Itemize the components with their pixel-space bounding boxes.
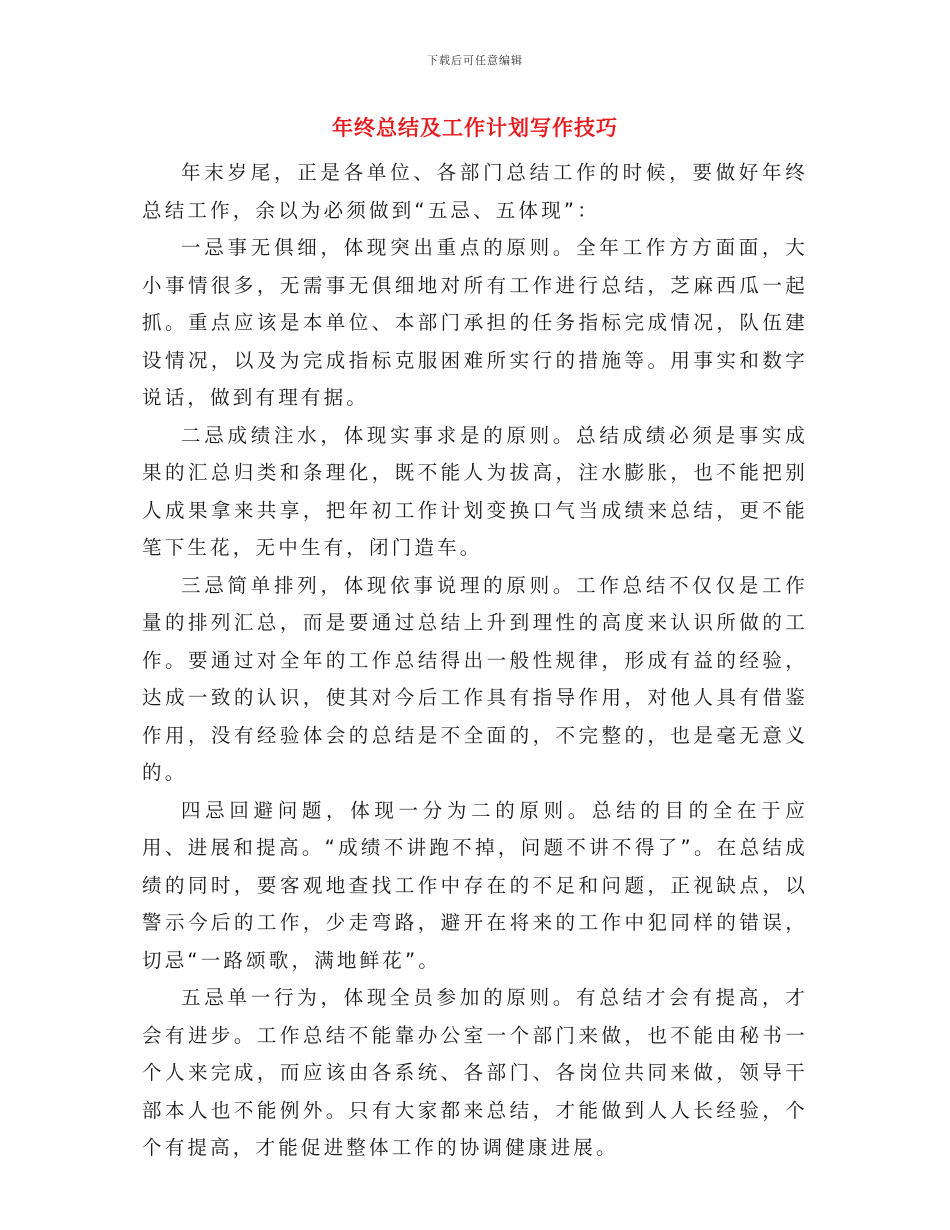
paragraph-point-3: 三忌简单排列，体现依事说理的原则。工作总结不仅仅是工作量的排列汇总，而是要通过总结上升到理性的高度来认识所做的工作。要通过对全年的工作总结得出一般性规律，形成有益的经验，达成一致的认识，使其对今后工作具有指导作用，对他人具有借鉴作用，没有经验体会的总结是不全面的，不完整的，也是毫无意义的。 xyxy=(142,573,808,784)
paragraph-point-4: 四忌回避问题，体现一分为二的原则。总结的目的全在于应用、进展和提高。“成绩不讲跑不掉，问题不讲不得了”。在总结成绩的同时，要客观地查找工作中存在的不足和问题，正视缺点，以警示今后的工作，少走弯路，避开在将来的工作中犯同样的错误，切忌“一路颂歌，满地鲜花”。 xyxy=(142,798,808,972)
paragraph-point-5: 五忌单一行为，体现全员参加的原则。有总结才会有提高，才会有进步。工作总结不能靠办公室一个部门来做，也不能由秘书一个人来完成，而应该由各系统、各部门、各岗位共同来做，领导干部本人也不能例外。只有大家都来总结，才能做到人人长经验，个个有提高，才能促进整体工作的协调健康进展。 xyxy=(142,986,808,1159)
paragraph-intro: 年末岁尾，正是各单位、各部门总结工作的时候，要做好年终总结工作，余以为必须做到“五忌、五体现”： xyxy=(142,161,808,222)
paragraph-point-2: 二忌成绩注水，体现实事求是的原则。总结成绩必须是事实成果的汇总归类和条理化，既不能人为拔高，注水膨胀，也不能把别人成果拿来共享，把年初工作计划变换口气当成绩来总结，更不能笔下生花，无中生有，闭门造车。 xyxy=(142,423,808,559)
document-title: 年终总结及工作计划写作技巧 xyxy=(332,116,618,140)
paragraph-point-1: 一忌事无俱细，体现突出重点的原则。全年工作方方面面，大小事情很多，无需事无俱细地对所有工作进行总结，芝麻西瓜一起抓。重点应该是本单位、本部门承担的任务指标完成情况，队伍建设情况，以及为完成指标克服困难所实行的措施等。用事实和数字说话，做到有理有据。 xyxy=(142,236,808,409)
document-body xyxy=(142,154,808,1167)
page-header-note: 下载后可任意编辑 xyxy=(427,54,523,67)
